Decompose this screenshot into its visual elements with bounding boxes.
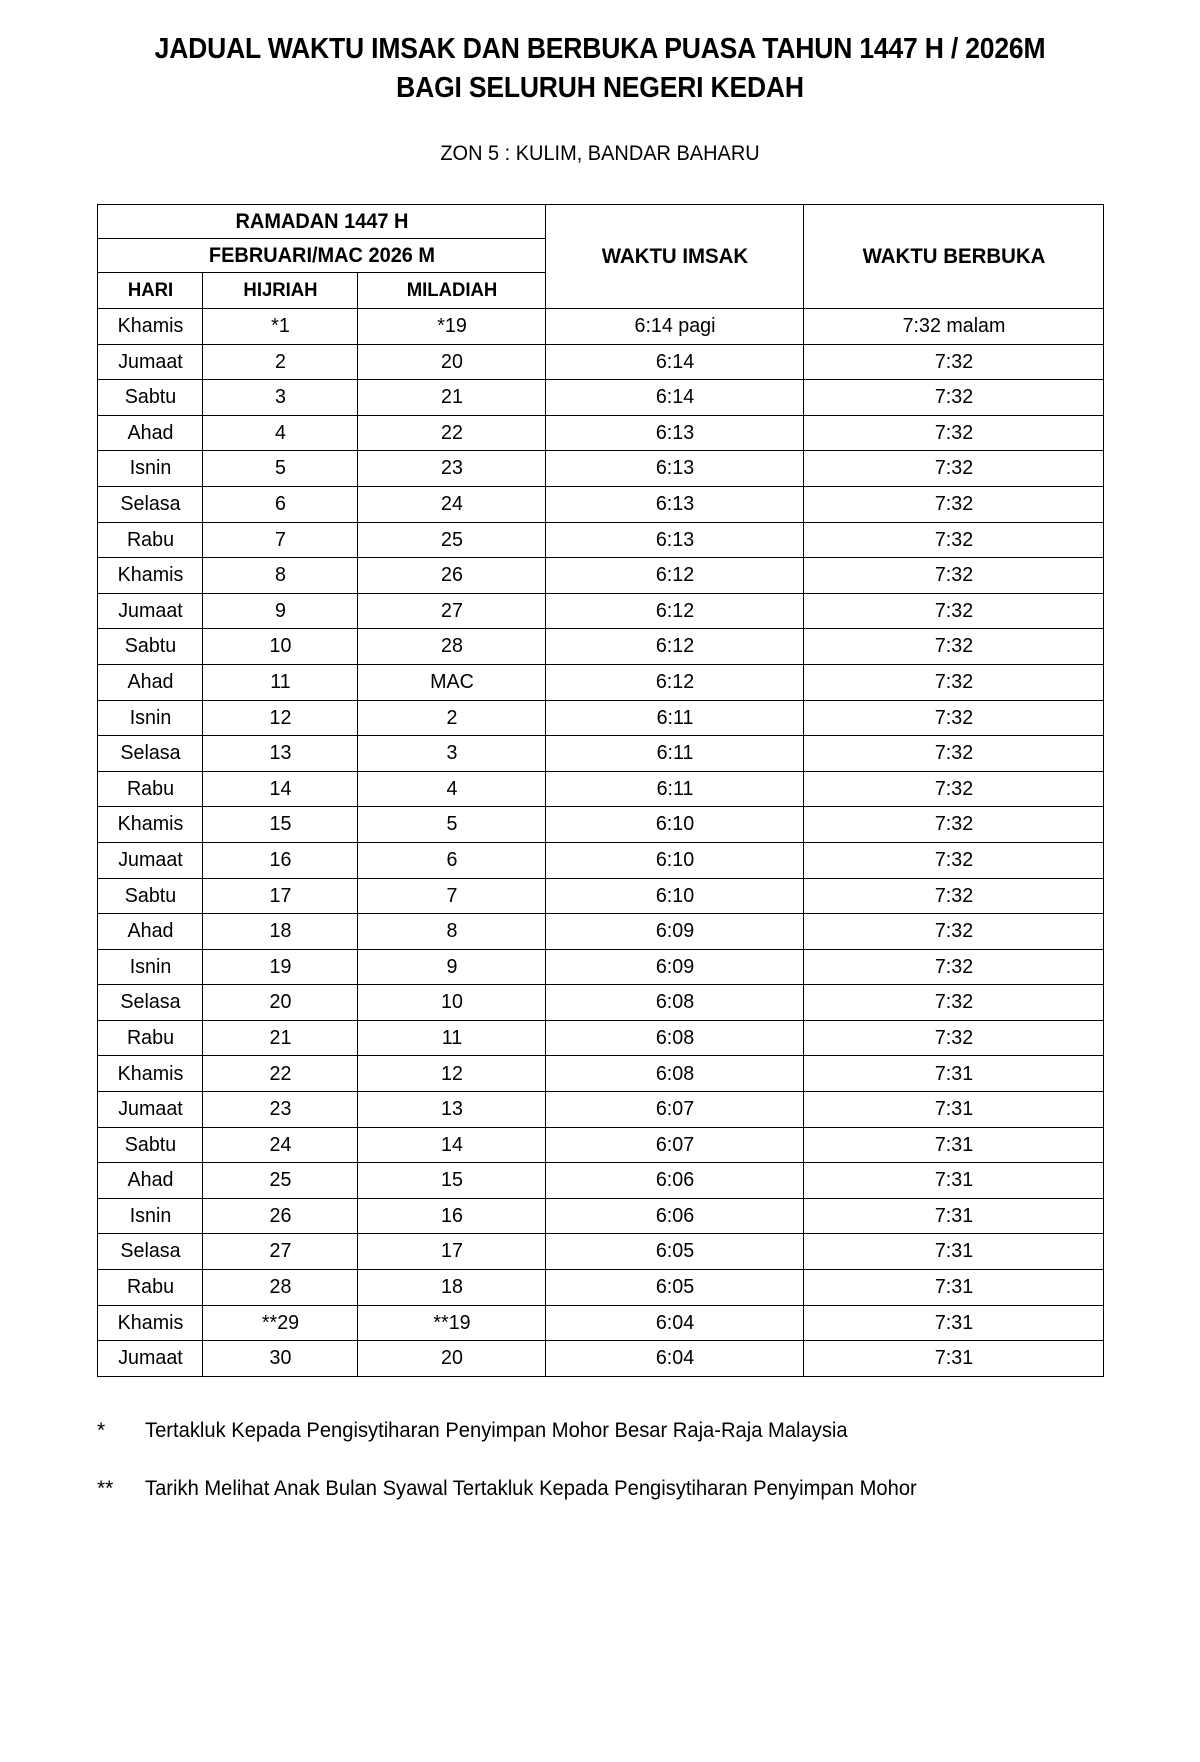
cell-hari: Sabtu: [100, 380, 201, 416]
cell-hari: Khamis: [100, 1056, 201, 1092]
cell-hijriah: 16: [206, 842, 355, 878]
page-title-line-1: JADUAL WAKTU IMSAK DAN BERBUKA PUASA TAHUN 1447 H / 2026M: [154, 33, 1046, 65]
cell-miladiah: 22: [361, 415, 541, 451]
cell-hari: Khamis: [100, 558, 201, 594]
cell-imsak: 6:13: [551, 415, 799, 451]
cell-hari: Khamis: [100, 1305, 201, 1341]
cell-berbuka: 7:32: [810, 700, 1098, 736]
cell-hijriah: 7: [206, 522, 355, 558]
header-ramadan: RAMADAN 1447 H: [109, 205, 535, 239]
cell-berbuka: 7:31: [810, 1127, 1098, 1163]
cell-hijriah: 27: [206, 1234, 355, 1270]
table-row: [98, 878, 1104, 914]
cell-hari: Jumaat: [100, 593, 201, 629]
cell-hari: Ahad: [100, 1163, 201, 1199]
table-row: [98, 771, 1104, 807]
cell-miladiah: 20: [361, 344, 541, 380]
cell-hari: Selasa: [100, 1234, 201, 1270]
cell-berbuka: 7:32: [810, 593, 1098, 629]
cell-imsak: 6:14: [551, 380, 799, 416]
cell-miladiah: 9: [361, 949, 541, 985]
cell-imsak: 6:08: [551, 1056, 799, 1092]
cell-miladiah: 28: [361, 629, 541, 665]
cell-hijriah: 28: [206, 1270, 355, 1306]
cell-imsak: 6:11: [551, 736, 799, 772]
cell-miladiah: 26: [361, 558, 541, 594]
cell-berbuka: 7:32 malam: [810, 309, 1098, 345]
cell-imsak: 6:12: [551, 558, 799, 594]
cell-miladiah: 17: [361, 1234, 541, 1270]
cell-imsak: 6:13: [551, 486, 799, 522]
cell-hijriah: 14: [206, 771, 355, 807]
cell-imsak: 6:09: [551, 949, 799, 985]
footnote-row: [97, 1475, 1103, 1503]
cell-imsak: 6:10: [551, 807, 799, 843]
cell-berbuka: 7:32: [810, 985, 1098, 1021]
footnote-marker: **: [97, 1476, 114, 1500]
footnote-row: [97, 1417, 1103, 1445]
cell-hari: Selasa: [100, 985, 201, 1021]
cell-imsak: 6:14: [551, 344, 799, 380]
cell-imsak: 6:11: [551, 700, 799, 736]
table-row: [98, 558, 1104, 594]
table-row: [98, 1341, 1104, 1377]
zone-subtitle: ZON 5 : KULIM, BANDAR BAHARU: [440, 142, 760, 165]
cell-hari: Sabtu: [100, 1127, 201, 1163]
cell-hari: Ahad: [100, 914, 201, 950]
timetable-body: [98, 309, 1104, 1377]
cell-imsak: 6:06: [551, 1163, 799, 1199]
cell-hari: Ahad: [100, 664, 201, 700]
cell-hari: Isnin: [100, 949, 201, 985]
table-row: [98, 1270, 1104, 1306]
table-row: [98, 593, 1104, 629]
cell-hari: Isnin: [100, 1198, 201, 1234]
cell-hari: Isnin: [100, 700, 201, 736]
table-row: [98, 380, 1104, 416]
cell-berbuka: 7:31: [810, 1234, 1098, 1270]
table-row: [98, 1198, 1104, 1234]
cell-berbuka: 7:32: [810, 380, 1098, 416]
cell-hari: Khamis: [100, 309, 201, 345]
table-row: [98, 1163, 1104, 1199]
cell-miladiah: 16: [361, 1198, 541, 1234]
cell-hijriah: 26: [206, 1198, 355, 1234]
title-block: [0, 0, 1200, 167]
table-row: [98, 736, 1104, 772]
cell-berbuka: 7:32: [810, 451, 1098, 487]
cell-miladiah: **19: [361, 1305, 541, 1341]
header-bulan: FEBRUARI/MAC 2026 M: [109, 239, 535, 273]
cell-berbuka: 7:32: [810, 807, 1098, 843]
cell-hijriah: 6: [206, 486, 355, 522]
cell-miladiah: MAC: [361, 664, 541, 700]
cell-berbuka: 7:32: [810, 842, 1098, 878]
cell-hijriah: 13: [206, 736, 355, 772]
cell-hari: Selasa: [100, 486, 201, 522]
cell-imsak: 6:06: [551, 1198, 799, 1234]
table-row: [98, 949, 1104, 985]
cell-hijriah: 24: [206, 1127, 355, 1163]
cell-imsak: 6:14 pagi: [551, 309, 799, 345]
cell-imsak: 6:09: [551, 914, 799, 950]
table-row: [98, 807, 1104, 843]
cell-imsak: 6:12: [551, 664, 799, 700]
cell-berbuka: 7:32: [810, 664, 1098, 700]
cell-miladiah: 21: [361, 380, 541, 416]
cell-hijriah: 18: [206, 914, 355, 950]
table-row: [98, 664, 1104, 700]
cell-miladiah: 7: [361, 878, 541, 914]
cell-miladiah: 15: [361, 1163, 541, 1199]
timetable-container: [97, 204, 1103, 1377]
cell-hari: Rabu: [100, 522, 201, 558]
cell-berbuka: 7:32: [810, 736, 1098, 772]
cell-hijriah: 21: [206, 1020, 355, 1056]
table-row: [98, 522, 1104, 558]
cell-hari: Jumaat: [100, 1092, 201, 1128]
cell-imsak: 6:07: [551, 1092, 799, 1128]
cell-imsak: 6:12: [551, 629, 799, 665]
cell-berbuka: 7:32: [810, 878, 1098, 914]
cell-hari: Selasa: [100, 736, 201, 772]
cell-hari: Jumaat: [100, 1341, 201, 1377]
table-row: [98, 1092, 1104, 1128]
cell-miladiah: 6: [361, 842, 541, 878]
header-waktu-berbuka: WAKTU BERBUKA: [811, 205, 1096, 309]
footnotes: [97, 1417, 1103, 1503]
table-row: [98, 842, 1104, 878]
cell-imsak: 6:13: [551, 522, 799, 558]
table-row: [98, 700, 1104, 736]
cell-hijriah: **29: [206, 1305, 355, 1341]
cell-imsak: 6:08: [551, 1020, 799, 1056]
cell-imsak: 6:13: [551, 451, 799, 487]
cell-miladiah: 5: [361, 807, 541, 843]
cell-berbuka: 7:32: [810, 415, 1098, 451]
cell-miladiah: 10: [361, 985, 541, 1021]
table-row: [98, 1305, 1104, 1341]
cell-berbuka: 7:32: [810, 522, 1098, 558]
cell-imsak: 6:07: [551, 1127, 799, 1163]
cell-hijriah: 5: [206, 451, 355, 487]
cell-berbuka: 7:32: [810, 558, 1098, 594]
cell-hari: Rabu: [100, 771, 201, 807]
cell-imsak: 6:10: [551, 878, 799, 914]
cell-berbuka: 7:31: [810, 1163, 1098, 1199]
cell-imsak: 6:08: [551, 985, 799, 1021]
cell-hari: Jumaat: [100, 842, 201, 878]
cell-hari: Khamis: [100, 807, 201, 843]
cell-hijriah: 25: [206, 1163, 355, 1199]
cell-hijriah: 8: [206, 558, 355, 594]
cell-hijriah: 4: [206, 415, 355, 451]
cell-miladiah: 23: [361, 451, 541, 487]
cell-hari: Sabtu: [100, 878, 201, 914]
table-row: [98, 914, 1104, 950]
cell-miladiah: 20: [361, 1341, 541, 1377]
cell-hijriah: 12: [206, 700, 355, 736]
cell-miladiah: 3: [361, 736, 541, 772]
cell-hijriah: 11: [206, 664, 355, 700]
header-waktu-imsak: WAKTU IMSAK: [552, 205, 797, 309]
table-row: [98, 451, 1104, 487]
cell-berbuka: 7:32: [810, 771, 1098, 807]
cell-hijriah: 20: [206, 985, 355, 1021]
cell-berbuka: 7:32: [810, 914, 1098, 950]
cell-berbuka: 7:31: [810, 1341, 1098, 1377]
cell-imsak: 6:12: [551, 593, 799, 629]
cell-berbuka: 7:32: [810, 486, 1098, 522]
header-hijriah: HIJRIAH: [206, 273, 353, 309]
cell-imsak: 6:05: [551, 1234, 799, 1270]
cell-hijriah: 22: [206, 1056, 355, 1092]
table-row: [98, 1234, 1104, 1270]
cell-hari: Rabu: [100, 1270, 201, 1306]
cell-hari: Ahad: [100, 415, 201, 451]
timetable-head: [98, 205, 1104, 309]
header-miladiah: MILADIAH: [362, 273, 541, 309]
cell-berbuka: 7:32: [810, 629, 1098, 665]
footnote-text: Tarikh Melihat Anak Bulan Syawal Tertakluk Kepada Pengisytiharan Penyimpan Mohor: [145, 1476, 917, 1500]
cell-berbuka: 7:31: [810, 1198, 1098, 1234]
cell-berbuka: 7:31: [810, 1305, 1098, 1341]
cell-imsak: 6:11: [551, 771, 799, 807]
header-hari: HARI: [100, 273, 200, 309]
cell-miladiah: 4: [361, 771, 541, 807]
cell-hijriah: 15: [206, 807, 355, 843]
cell-miladiah: 8: [361, 914, 541, 950]
cell-miladiah: 13: [361, 1092, 541, 1128]
cell-miladiah: 24: [361, 486, 541, 522]
cell-miladiah: 2: [361, 700, 541, 736]
table-row: [98, 1056, 1104, 1092]
cell-miladiah: 12: [361, 1056, 541, 1092]
cell-hijriah: 17: [206, 878, 355, 914]
table-row: [98, 985, 1104, 1021]
cell-hijriah: *1: [206, 309, 355, 345]
cell-berbuka: 7:32: [810, 1020, 1098, 1056]
prayer-timetable: [97, 204, 1104, 1377]
cell-hijriah: 3: [206, 380, 355, 416]
table-row: [98, 1127, 1104, 1163]
cell-berbuka: 7:31: [810, 1056, 1098, 1092]
cell-miladiah: *19: [361, 309, 541, 345]
table-row: [98, 1020, 1104, 1056]
cell-berbuka: 7:32: [810, 344, 1098, 380]
cell-miladiah: 25: [361, 522, 541, 558]
cell-hijriah: 19: [206, 949, 355, 985]
footnote-text: Tertakluk Kepada Pengisytiharan Penyimpan Mohor Besar Raja-Raja Malaysia: [145, 1418, 848, 1442]
cell-imsak: 6:04: [551, 1305, 799, 1341]
page-title-line-2: BAGI SELURUH NEGERI KEDAH: [396, 72, 804, 104]
cell-hijriah: 9: [206, 593, 355, 629]
table-row: [98, 486, 1104, 522]
cell-imsak: 6:05: [551, 1270, 799, 1306]
header-row-group-hijri: [98, 205, 1104, 239]
table-row: [98, 415, 1104, 451]
cell-miladiah: 18: [361, 1270, 541, 1306]
cell-imsak: 6:04: [551, 1341, 799, 1377]
cell-hijriah: 23: [206, 1092, 355, 1128]
cell-hari: Sabtu: [100, 629, 201, 665]
cell-miladiah: 27: [361, 593, 541, 629]
cell-hijriah: 10: [206, 629, 355, 665]
table-row: [98, 629, 1104, 665]
cell-berbuka: 7:32: [810, 949, 1098, 985]
cell-miladiah: 11: [361, 1020, 541, 1056]
cell-berbuka: 7:31: [810, 1092, 1098, 1128]
cell-hijriah: 30: [206, 1341, 355, 1377]
footnote-marker: *: [97, 1418, 106, 1442]
cell-hari: Jumaat: [100, 344, 201, 380]
table-row: [98, 344, 1104, 380]
table-row: [98, 309, 1104, 345]
cell-hari: Isnin: [100, 451, 201, 487]
cell-berbuka: 7:31: [810, 1270, 1098, 1306]
cell-hijriah: 2: [206, 344, 355, 380]
cell-imsak: 6:10: [551, 842, 799, 878]
cell-hari: Rabu: [100, 1020, 201, 1056]
cell-miladiah: 14: [361, 1127, 541, 1163]
